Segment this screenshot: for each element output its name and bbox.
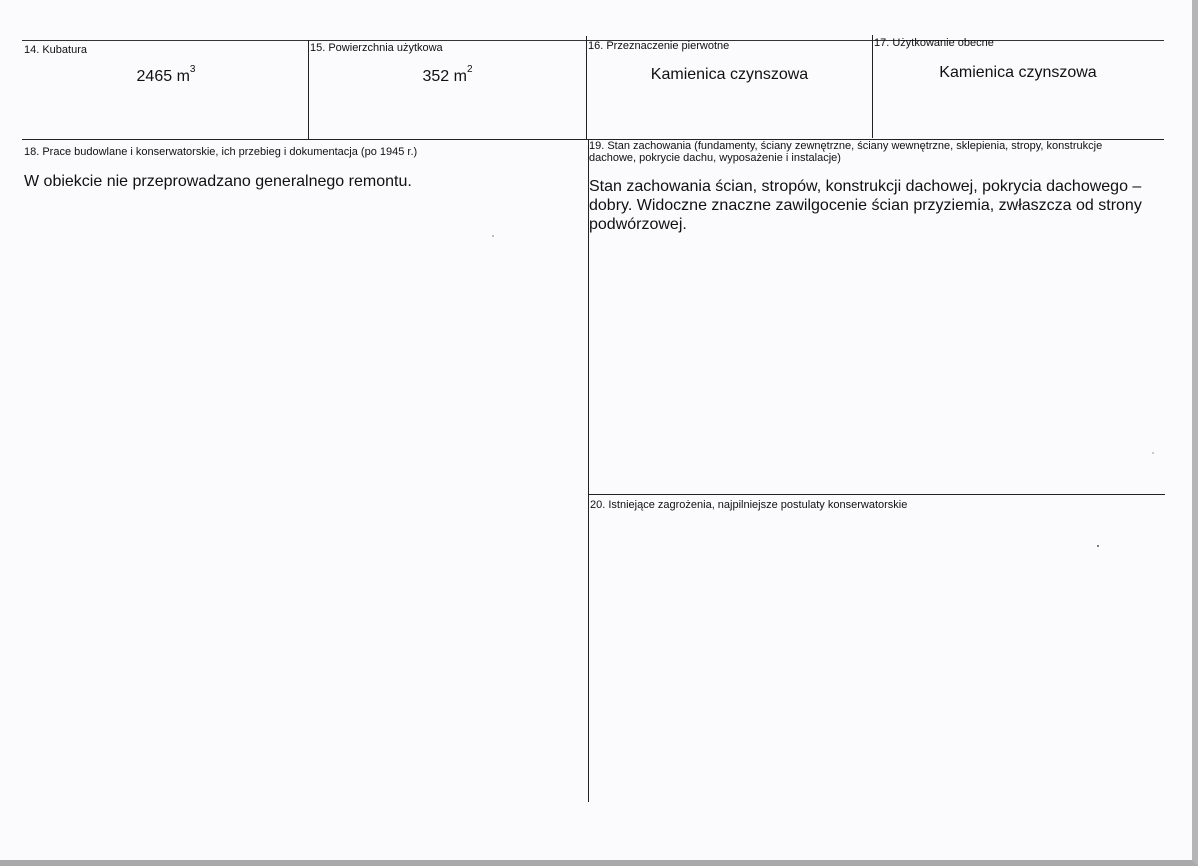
scan-speck — [1152, 452, 1154, 454]
field20-top-rule — [588, 494, 1165, 495]
field-15-unit-sup: 2 — [466, 64, 473, 75]
field-20-label: 20. Istniejące zagrożenia, najpilniejsze postulaty konserwatorskie — [590, 499, 908, 511]
divider-15-16 — [586, 36, 587, 140]
divider-18-19 — [588, 139, 589, 802]
field-18-label: 18. Prace budowlane i konserwatorskie, ich przebieg i dokumentacja (po 1945 r.) — [24, 146, 418, 158]
field-17-value: Kamienica czynszowa — [939, 64, 1097, 81]
field-15-value — [309, 64, 586, 86]
scan-speck — [1097, 545, 1099, 547]
field-19-value: Stan zachowania ścian, stropów, konstrukcji dachowej, pokrycia dachowego – dobry. Widoczne znaczne zawilgocenie ścian przyziemia, zwłaszcza od strony podwórzowej. — [589, 178, 1142, 233]
field-14-value-text: 2465 m — [136, 68, 190, 85]
field-14-label: 14. Kubatura — [24, 44, 87, 56]
field-15-label: 15. Powierzchnia użytkowa — [310, 42, 443, 54]
field-14-unit-sup: 3 — [189, 64, 196, 75]
divider-16-17 — [872, 35, 873, 138]
field-15-value-text: 352 m — [422, 68, 467, 85]
field-16-value: Kamienica czynszowa — [650, 66, 809, 83]
field-18-value: W obiekcie nie przeprowadzano generalnego remontu. — [24, 173, 412, 190]
field-16-label: 16. Przeznaczenie pierwotne — [588, 40, 730, 52]
field-14-value — [24, 64, 308, 86]
scan-speck — [492, 235, 494, 237]
divider-14-15 — [308, 40, 309, 139]
field-17-label: 17. Użytkowanie obecne — [874, 37, 994, 49]
field-19-label: 19. Stan zachowania (fundamenty, ściany zewnętrzne, ściany wewnętrzne, sklepienia, stropy, konstrukcje dachowe, pokrycie dachu, wyposażenie i instalacje) — [589, 140, 1103, 164]
